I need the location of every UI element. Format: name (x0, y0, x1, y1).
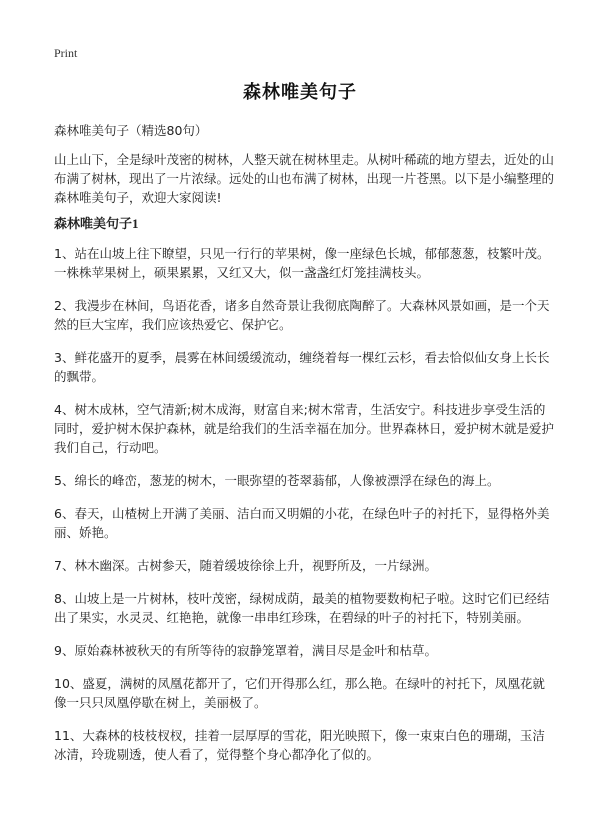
article-subtitle: 森林唯美句子（精选80句） (54, 123, 208, 138)
sentence-list (54, 244, 554, 778)
list-item: 10、盛夏，满树的凤凰花都开了，它们开得那么红，那么艳。在绿叶的衬托下，凤凰花就像一只只凤凰停歇在树上，美丽极了。 (54, 676, 545, 710)
list-item: 9、原始森林被秋天的有所等待的寂静笼罩着，满目尽是金叶和枯草。 (54, 643, 437, 658)
intro-paragraph: 山上山下，全是绿叶茂密的树林，人整天就在树林里走。从树叶稀疏的地方望去，近处的山布满了树林，现出了一片浓绿。远处的山也布满了树林，出现一片苍黑。以下是小编整理的森林唯美句子，欢迎大家阅读! (54, 152, 555, 205)
list-item: 1、站在山坡上往下瞭望，只见一行行的苹果树，像一座绿色长城，郁郁葱葱，枝繁叶茂。一株株苹果树上，硕果累累，又红又大，似一盏盏红灯笼挂满枝头。 (54, 246, 550, 280)
print-link[interactable]: Print (54, 46, 78, 60)
list-item: 11、大森林的枝枝杈杈，挂着一层厚厚的雪花，阳光映照下，像一束束白色的珊瑚，玉洁冰清，玲珑剔透，使人看了，觉得整个身心都净化了似的。 (54, 728, 545, 762)
list-item: 7、林木幽深。古树参天，随着缓坡徐徐上升，视野所及，一片绿洲。 (54, 558, 437, 573)
list-item: 3、鲜花盛开的夏季，晨雾在林间缓缓流动，缠绕着每一棵红云杉，看去恰似仙女身上长长的飘带。 (54, 350, 550, 384)
list-item: 8、山坡上是一片树林，枝叶茂密，绿树成荫，最美的植物要数枸杞子啦。这时它们已经结出了果实，水灵灵、红艳艳，就像一串串红珍珠，在碧绿的叶子的衬托下，特别美丽。 (54, 591, 550, 625)
page-title: 森林唯美句子 (243, 82, 357, 103)
list-item: 2、我漫步在林间，鸟语花香，诸多自然奇景让我彻底陶醉了。大森林风景如画，是一个天然的巨大宝库，我们应该热爱它、保护它。 (54, 298, 550, 332)
list-item: 6、春天，山楂树上开满了美丽、洁白而又明媚的小花，在绿色叶子的衬托下，显得格外美丽、娇艳。 (54, 506, 550, 540)
list-item: 4、树木成林，空气清新;树木成海，财富自来;树木常青，生活安宁。科技进步享受生活的同时，爱护树木保护森林，就是给我们的生活幸福在加分。世界森林日，爱护树木就是爱护我们自己，行动吧。 (54, 402, 555, 455)
list-item: 5、绵长的峰峦，葱茏的树木，一眼弥望的苍翠蓊郁，人像被漂浮在绿色的海上。 (54, 473, 500, 488)
section-heading: 森林唯美句子1 (54, 216, 139, 231)
